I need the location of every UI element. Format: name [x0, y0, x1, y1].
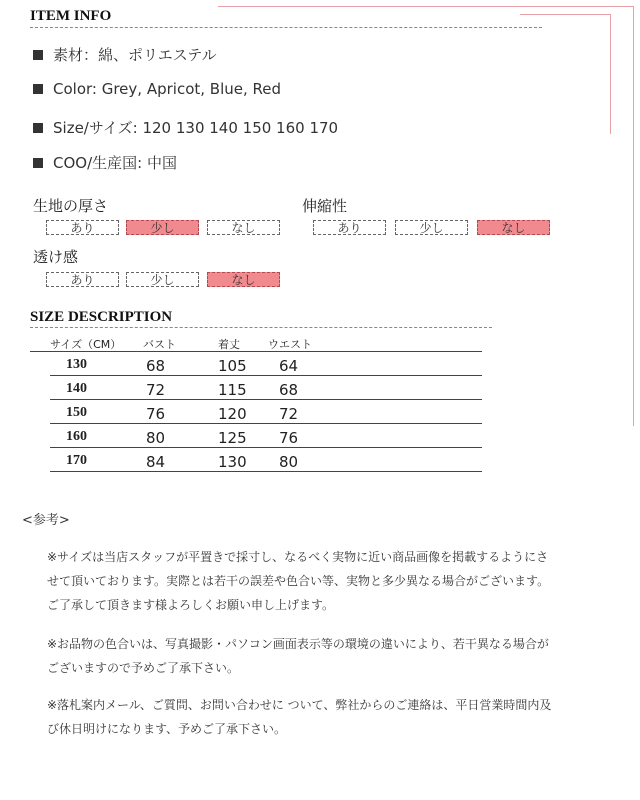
sheer-option-nashi: なし	[207, 272, 280, 287]
decor-inner-vline	[610, 14, 611, 134]
table-row	[50, 405, 482, 424]
sheer-option-ari: あり	[46, 272, 119, 287]
cell-waist: 76	[279, 429, 299, 447]
cell-size: 140	[66, 381, 87, 396]
bullet-text: Size/サイズ: 120 130 140 150 160 170	[53, 119, 339, 137]
cell-length: 125	[218, 429, 247, 447]
cell-waist: 64	[279, 357, 299, 375]
item-info-heading: ITEM INFO	[30, 8, 112, 24]
table-row	[50, 357, 482, 376]
stretch-option-sukoshi: 少し	[395, 220, 468, 235]
cell-size: 130	[66, 357, 87, 372]
table-row	[50, 429, 482, 448]
cell-length: 105	[218, 357, 247, 375]
size-description-divider	[30, 327, 492, 328]
cell-size: 160	[66, 429, 87, 444]
reference-heading: <参考>	[22, 513, 70, 528]
stretch-option-nashi: なし	[477, 220, 550, 235]
table-row	[50, 381, 482, 400]
size-description-heading: SIZE DESCRIPTION	[30, 309, 173, 325]
thickness-option-ari: あり	[46, 220, 119, 235]
header-size: サイズ（CM）	[50, 338, 122, 351]
stretch-option-ari: あり	[313, 220, 386, 235]
thickness-option-nashi: なし	[207, 220, 280, 235]
cell-bust: 72	[146, 381, 166, 399]
reference-note-contact: ※落札案内メール、ご質問、お問い合わせに ついて、弊社からのご連絡は、平日営業時間内及び休日明けになります、予めご了承下さい。	[47, 698, 552, 736]
cell-bust: 68	[146, 357, 166, 375]
sheer-label: 透け感	[33, 248, 79, 266]
reference-note-color: ※お品物の色合いは、写真撮影・パソコン画面表示等の環境の違いにより、若干異なる場合がございますので予めご了承下さい。	[47, 637, 549, 675]
sheer-option-sukoshi: 少し	[126, 272, 199, 287]
table-row	[50, 453, 482, 472]
bullet-size	[33, 117, 338, 138]
thickness-option-sukoshi: 少し	[126, 220, 199, 235]
cell-bust: 84	[146, 453, 166, 471]
cell-length: 130	[218, 453, 247, 471]
cell-size: 170	[66, 453, 87, 468]
cell-waist: 72	[279, 405, 299, 423]
cell-length: 115	[218, 381, 247, 399]
cell-length: 120	[218, 405, 247, 423]
thickness-label: 生地の厚さ	[33, 197, 109, 215]
stretch-label: 伸縮性	[302, 197, 348, 215]
cell-bust: 76	[146, 405, 166, 423]
decor-inner-line	[520, 14, 610, 15]
bullet-coo	[33, 152, 177, 173]
decor-top-line	[218, 6, 633, 7]
header-length: 着丈	[218, 338, 240, 351]
bullet-text: COO/生産国: 中国	[53, 154, 177, 172]
cell-waist: 80	[279, 453, 299, 471]
bullet-color	[33, 80, 281, 98]
cell-bust: 80	[146, 429, 166, 447]
bullet-text: 素材：綿、ポリエステル	[53, 46, 217, 64]
cell-waist: 68	[279, 381, 299, 399]
bullet-text: Color: Grey, Apricot, Blue, Red	[53, 80, 282, 98]
decor-right-line	[633, 6, 634, 426]
reference-note-size: ※サイズは当店スタッフが平置きで採寸し、なるべく実物に近い商品画像を掲載するようにさせて頂いております。実際とは若干の誤差や色合い等、実物と多少異なる場合がございます。ご了承して頂きます様よろしくお願い申し上げます。	[47, 550, 550, 612]
header-waist: ウエスト	[268, 338, 312, 351]
header-bust: バスト	[143, 338, 176, 351]
bullet-material	[33, 44, 217, 65]
header-underline	[30, 351, 482, 352]
cell-size: 150	[66, 405, 87, 420]
item-info-divider	[30, 27, 542, 28]
